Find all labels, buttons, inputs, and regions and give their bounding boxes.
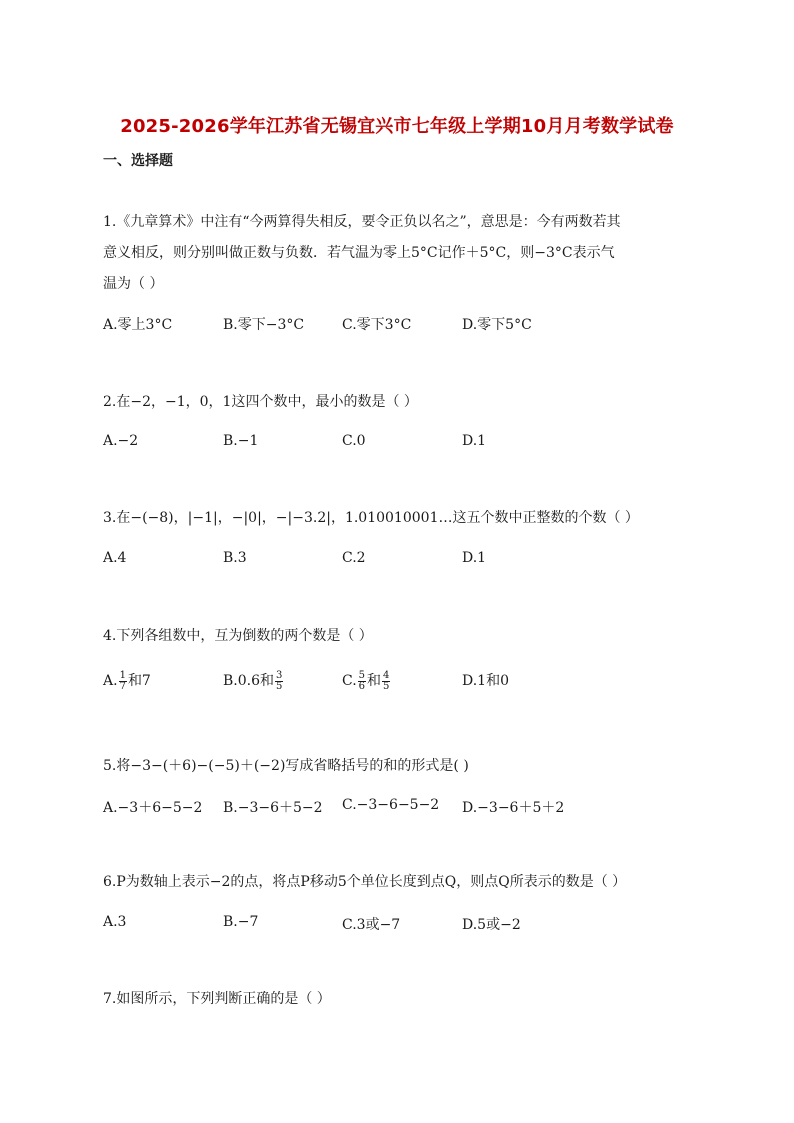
question-7 (103, 984, 693, 1015)
fraction-denominator: 5 (383, 680, 390, 692)
question-4-options (103, 670, 703, 696)
question-3-option-b[interactable]: B.3 (223, 550, 247, 566)
question-4-option-c-mid: 和 (367, 673, 382, 689)
question-5-line-1: 5.将−3−(＋6)−(−5)＋(−2)写成省略括号的和的形式是( ) (103, 758, 469, 774)
question-2-option-a[interactable]: A.−2 (103, 433, 139, 449)
question-3-option-a[interactable]: A.4 (103, 550, 127, 566)
question-7-line-1: 7.如图所示，下列判断正确的是（ ） (103, 991, 331, 1007)
question-5-options (103, 797, 703, 819)
fraction-numerator: 3 (276, 669, 283, 681)
question-2-option-d[interactable]: D.1 (462, 433, 487, 449)
fraction-5-6 (358, 671, 366, 692)
question-5-option-b[interactable]: B.−3−6＋5−2 (223, 800, 323, 816)
question-6-option-d[interactable]: D.5或−2 (462, 917, 521, 933)
question-5 (103, 751, 693, 782)
question-3 (103, 503, 723, 534)
question-2-option-b[interactable]: B.−1 (223, 433, 259, 449)
question-1-option-b[interactable]: B.零下−3°C (223, 317, 305, 333)
question-1-option-d[interactable]: D.零下5°C (462, 317, 532, 333)
question-4-option-b-label: B.0.6和 (223, 673, 275, 689)
fraction-numerator: 1 (119, 669, 126, 681)
question-1-options (103, 314, 703, 336)
section-heading: 一、选择题 (103, 153, 173, 169)
question-3-line-1: 3.在−(−8)，|−1|，−|0|，−|−3.2|，1.010010001…这五个数中正整数的个数（ ） (103, 510, 639, 526)
question-2-options (103, 433, 703, 455)
question-3-option-c[interactable]: C.2 (342, 550, 366, 566)
fraction-numerator: 4 (383, 669, 390, 681)
question-1-line-3: 温为（ ） (103, 276, 164, 292)
question-2 (103, 387, 693, 418)
question-6-option-c[interactable]: C.3或−7 (342, 917, 401, 933)
question-4-option-a[interactable] (103, 670, 151, 692)
question-6-option-b[interactable]: B.−7 (223, 914, 259, 930)
question-6 (103, 867, 723, 898)
fraction-3-5 (275, 671, 283, 692)
question-4-option-b[interactable] (223, 670, 284, 692)
question-1-option-a[interactable]: A.零上3°C (103, 317, 173, 333)
fraction-denominator: 5 (276, 680, 283, 692)
question-6-options (103, 914, 703, 936)
fraction-4-5 (382, 671, 390, 692)
fraction-denominator: 6 (358, 680, 366, 692)
question-1 (103, 207, 693, 300)
question-4-option-a-label: A. (103, 673, 118, 689)
question-3-option-d[interactable]: D.1 (462, 550, 487, 566)
question-4-option-d[interactable]: D.1和0 (462, 673, 509, 689)
question-1-line-2: 意义相反，则分别叫做正数与负数．若气温为零上5°C记作＋5°C，则−3°C表示气 (103, 245, 615, 261)
question-1-option-c[interactable]: C.零下3°C (342, 317, 412, 333)
question-4-option-c[interactable] (342, 670, 391, 692)
question-6-line-1: 6.P为数轴上表示−2的点，将点P移动5个单位长度到点Q，则点Q所表示的数是（ ） (103, 874, 627, 890)
exam-title: 2025-2026学年江苏省无锡宜兴市七年级上学期10月月考数学试卷 (120, 116, 674, 137)
question-2-line-1: 2.在−2，−1，0，1这四个数中，最小的数是（ ） (103, 394, 418, 410)
question-4-option-c-label: C. (342, 673, 357, 689)
fraction-denominator: 7 (119, 680, 126, 692)
question-4 (103, 621, 693, 652)
question-4-option-a-tail: 和7 (127, 673, 151, 689)
question-6-option-a[interactable]: A.3 (103, 914, 127, 930)
fraction-numerator: 5 (358, 669, 366, 681)
question-4-line-1: 4.下列各组数中，互为倒数的两个数是（ ） (103, 628, 373, 644)
fraction-1-7 (119, 671, 127, 692)
question-5-option-a[interactable]: A.−3＋6−5−2 (103, 800, 203, 816)
question-5-option-d[interactable]: D.−3−6＋5＋2 (462, 800, 565, 816)
question-3-options (103, 550, 703, 572)
question-1-line-1: 1.《九章算术》中注有“今两算得失相反，要令正负以名之”，意思是：今有两数若其 (103, 214, 621, 230)
question-2-option-c[interactable]: C.0 (342, 433, 366, 449)
question-5-option-c[interactable]: C.−3−6−5−2 (342, 797, 440, 813)
